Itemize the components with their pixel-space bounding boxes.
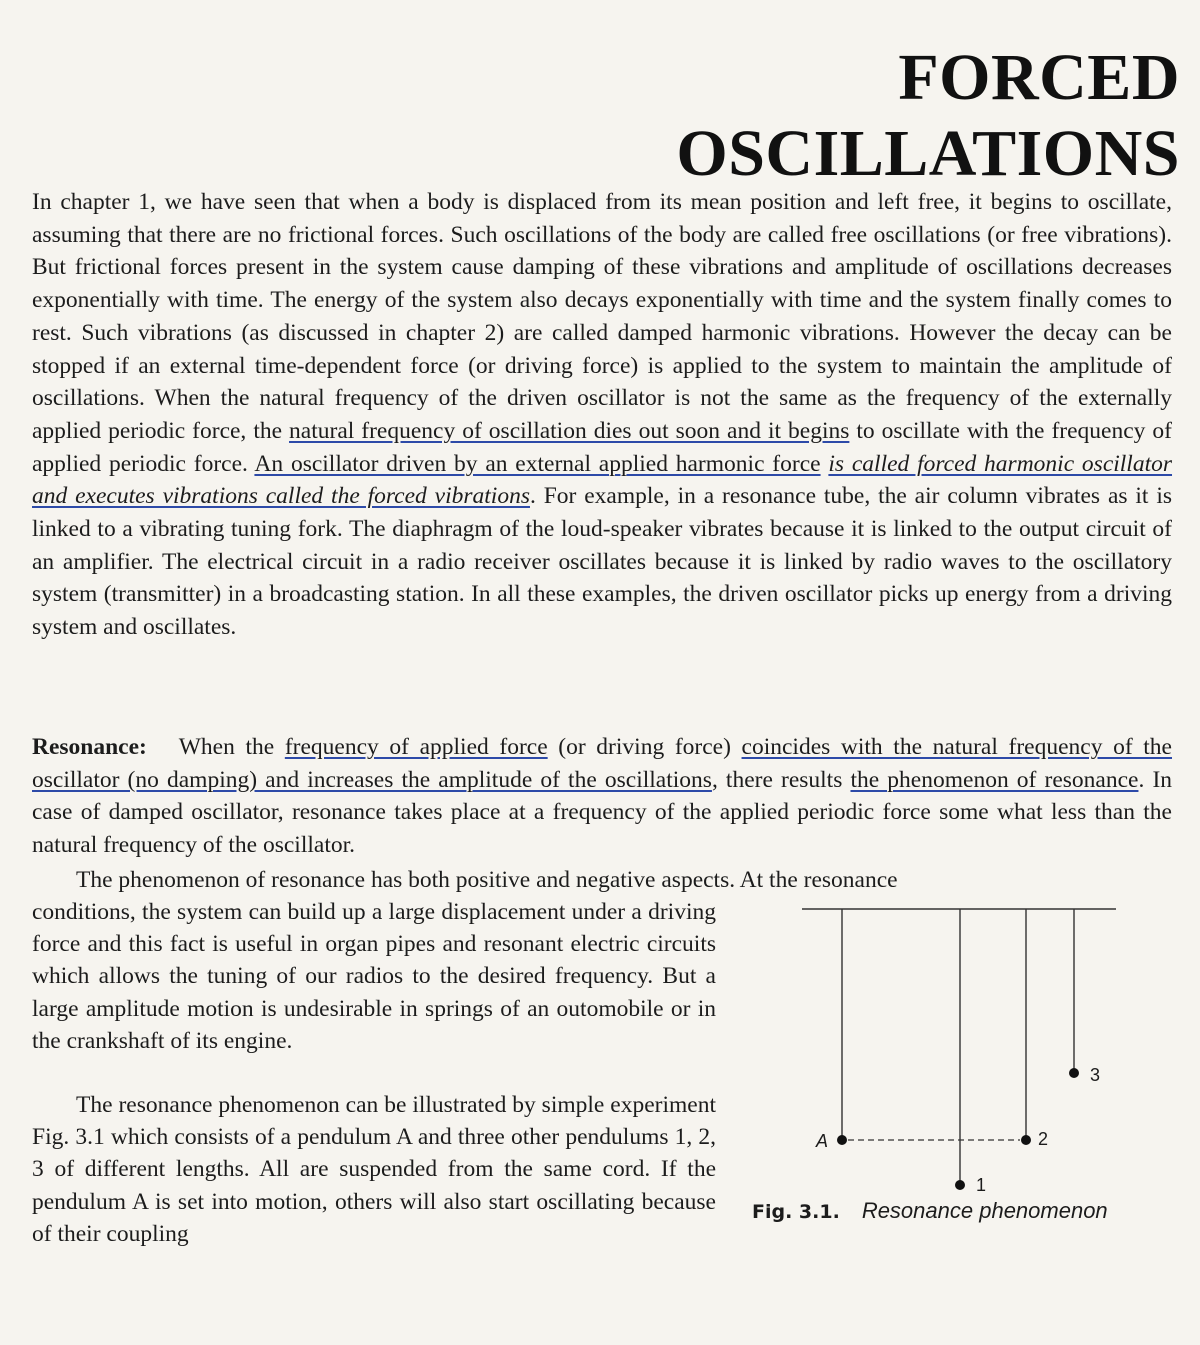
- resonance-text: (or driving force): [547, 734, 742, 760]
- experiment-text: The resonance phenomenon can be illustrated by simple experiment Fig. 3.1 which consists of a pendulum A and three other pendulums 1, 2, 3 of different lengths. All are suspended from the same cord. If the pendulum A is set into motion, others will also start oscillating because of their coupling: [32, 1092, 716, 1247]
- aspects-line: The phenomenon of resonance has both positive and negative aspects. At the resonance: [76, 867, 898, 893]
- pendulum-3-bob: [1069, 1068, 1079, 1078]
- intro-paragraph: [32, 186, 1172, 644]
- definition-phrase: is called forced harmonic oscillator and executes vibrations called the forced vibrations: [32, 450, 1173, 510]
- figure-caption: [752, 1198, 1172, 1224]
- resonance-text: . In case of damped oscillator, resonance takes place at a frequency of the applied periodic force some what less than the natural frequency of the oscillator.: [32, 766, 1173, 859]
- underlined-phrase: the phenomenon of resonance: [850, 766, 1139, 793]
- aspects-first-line: [32, 864, 1172, 897]
- label-3: 3: [1090, 1065, 1101, 1085]
- underlined-phrase: frequency of applied force: [284, 734, 548, 760]
- page-title: FORCED OSCILLATIONS: [676, 41, 1180, 190]
- experiment-paragraph: [32, 1089, 716, 1250]
- underlined-phrase: natural frequency of oscillation dies out soon and it begins: [289, 417, 850, 444]
- resonance-text: When the: [178, 734, 285, 760]
- aspects-paragraph: [32, 896, 716, 1057]
- label-a: A: [816, 1131, 829, 1151]
- underlined-phrase: coincides with the natural frequency of the oscillator (no damping) and increases the amplitude of the oscillations: [32, 734, 1172, 793]
- intro-text: In chapter 1, we have seen that when a body is displaced from its mean position and left free, it begins to oscillate, assuming that there are no frictional forces. Such oscillations of the body are called free oscillations (or free vibrations). But frictional forces present in the system cause damping of these vibrations and amplitude of oscillations decreases exponentially with time. The energy of the system also decays exponentially with time and the system finally comes to rest. Such vibrations (as discussed in chapter 2) are called damped harmonic vibrations. However the decay can be stopped if an external time-dependent force (or driving force) is applied to the system to maintain the amplitude of oscillations. When the natural frequency of the driven oscillator is not the same as the frequency of the externally applied periodic force, the: [32, 189, 1172, 444]
- intro-text: to oscillate with the frequency of applied periodic force.: [32, 417, 1172, 477]
- resonance-paragraph: [32, 731, 1172, 862]
- label-1: 1: [976, 1175, 987, 1195]
- intro-text: . For example, in a resonance tube, the air column vibrates as it is linked to a vibrating tuning fork. The diaphragm of the loud-speaker vibrates because it is linked to the output circuit of an amplifier. The electrical circuit in a radio receiver oscillates because it is linked by radio waves to the oscillatory system (transmitter) in a broadcasting station. In all these examples, the driven oscillator picks up energy from a driving system and oscillates.: [32, 483, 1173, 641]
- aspects-text: conditions, the system can build up a large displacement under a driving force and this fact is useful in organ pipes and resonant electric circuits which allows the tuning of our radios to the desired frequency. But a large amplitude motion is undesirable in springs of an outomobile or in the crankshaft of its engine.: [32, 899, 716, 1054]
- underlined-phrase: An oscillator driven by an external applied harmonic force: [254, 450, 821, 477]
- pendulum-1-bob: [955, 1180, 965, 1190]
- resonance-text: , there results: [711, 766, 851, 793]
- caption-text: Resonance phenomenon: [861, 1198, 1108, 1223]
- pendulum-2-bob: [1021, 1135, 1031, 1145]
- label-2: 2: [1038, 1129, 1049, 1149]
- pendulum-a-bob: [837, 1135, 847, 1145]
- resonance-heading: Resonance:: [32, 734, 147, 760]
- caption-label: Fig. 3.1.: [752, 1201, 840, 1223]
